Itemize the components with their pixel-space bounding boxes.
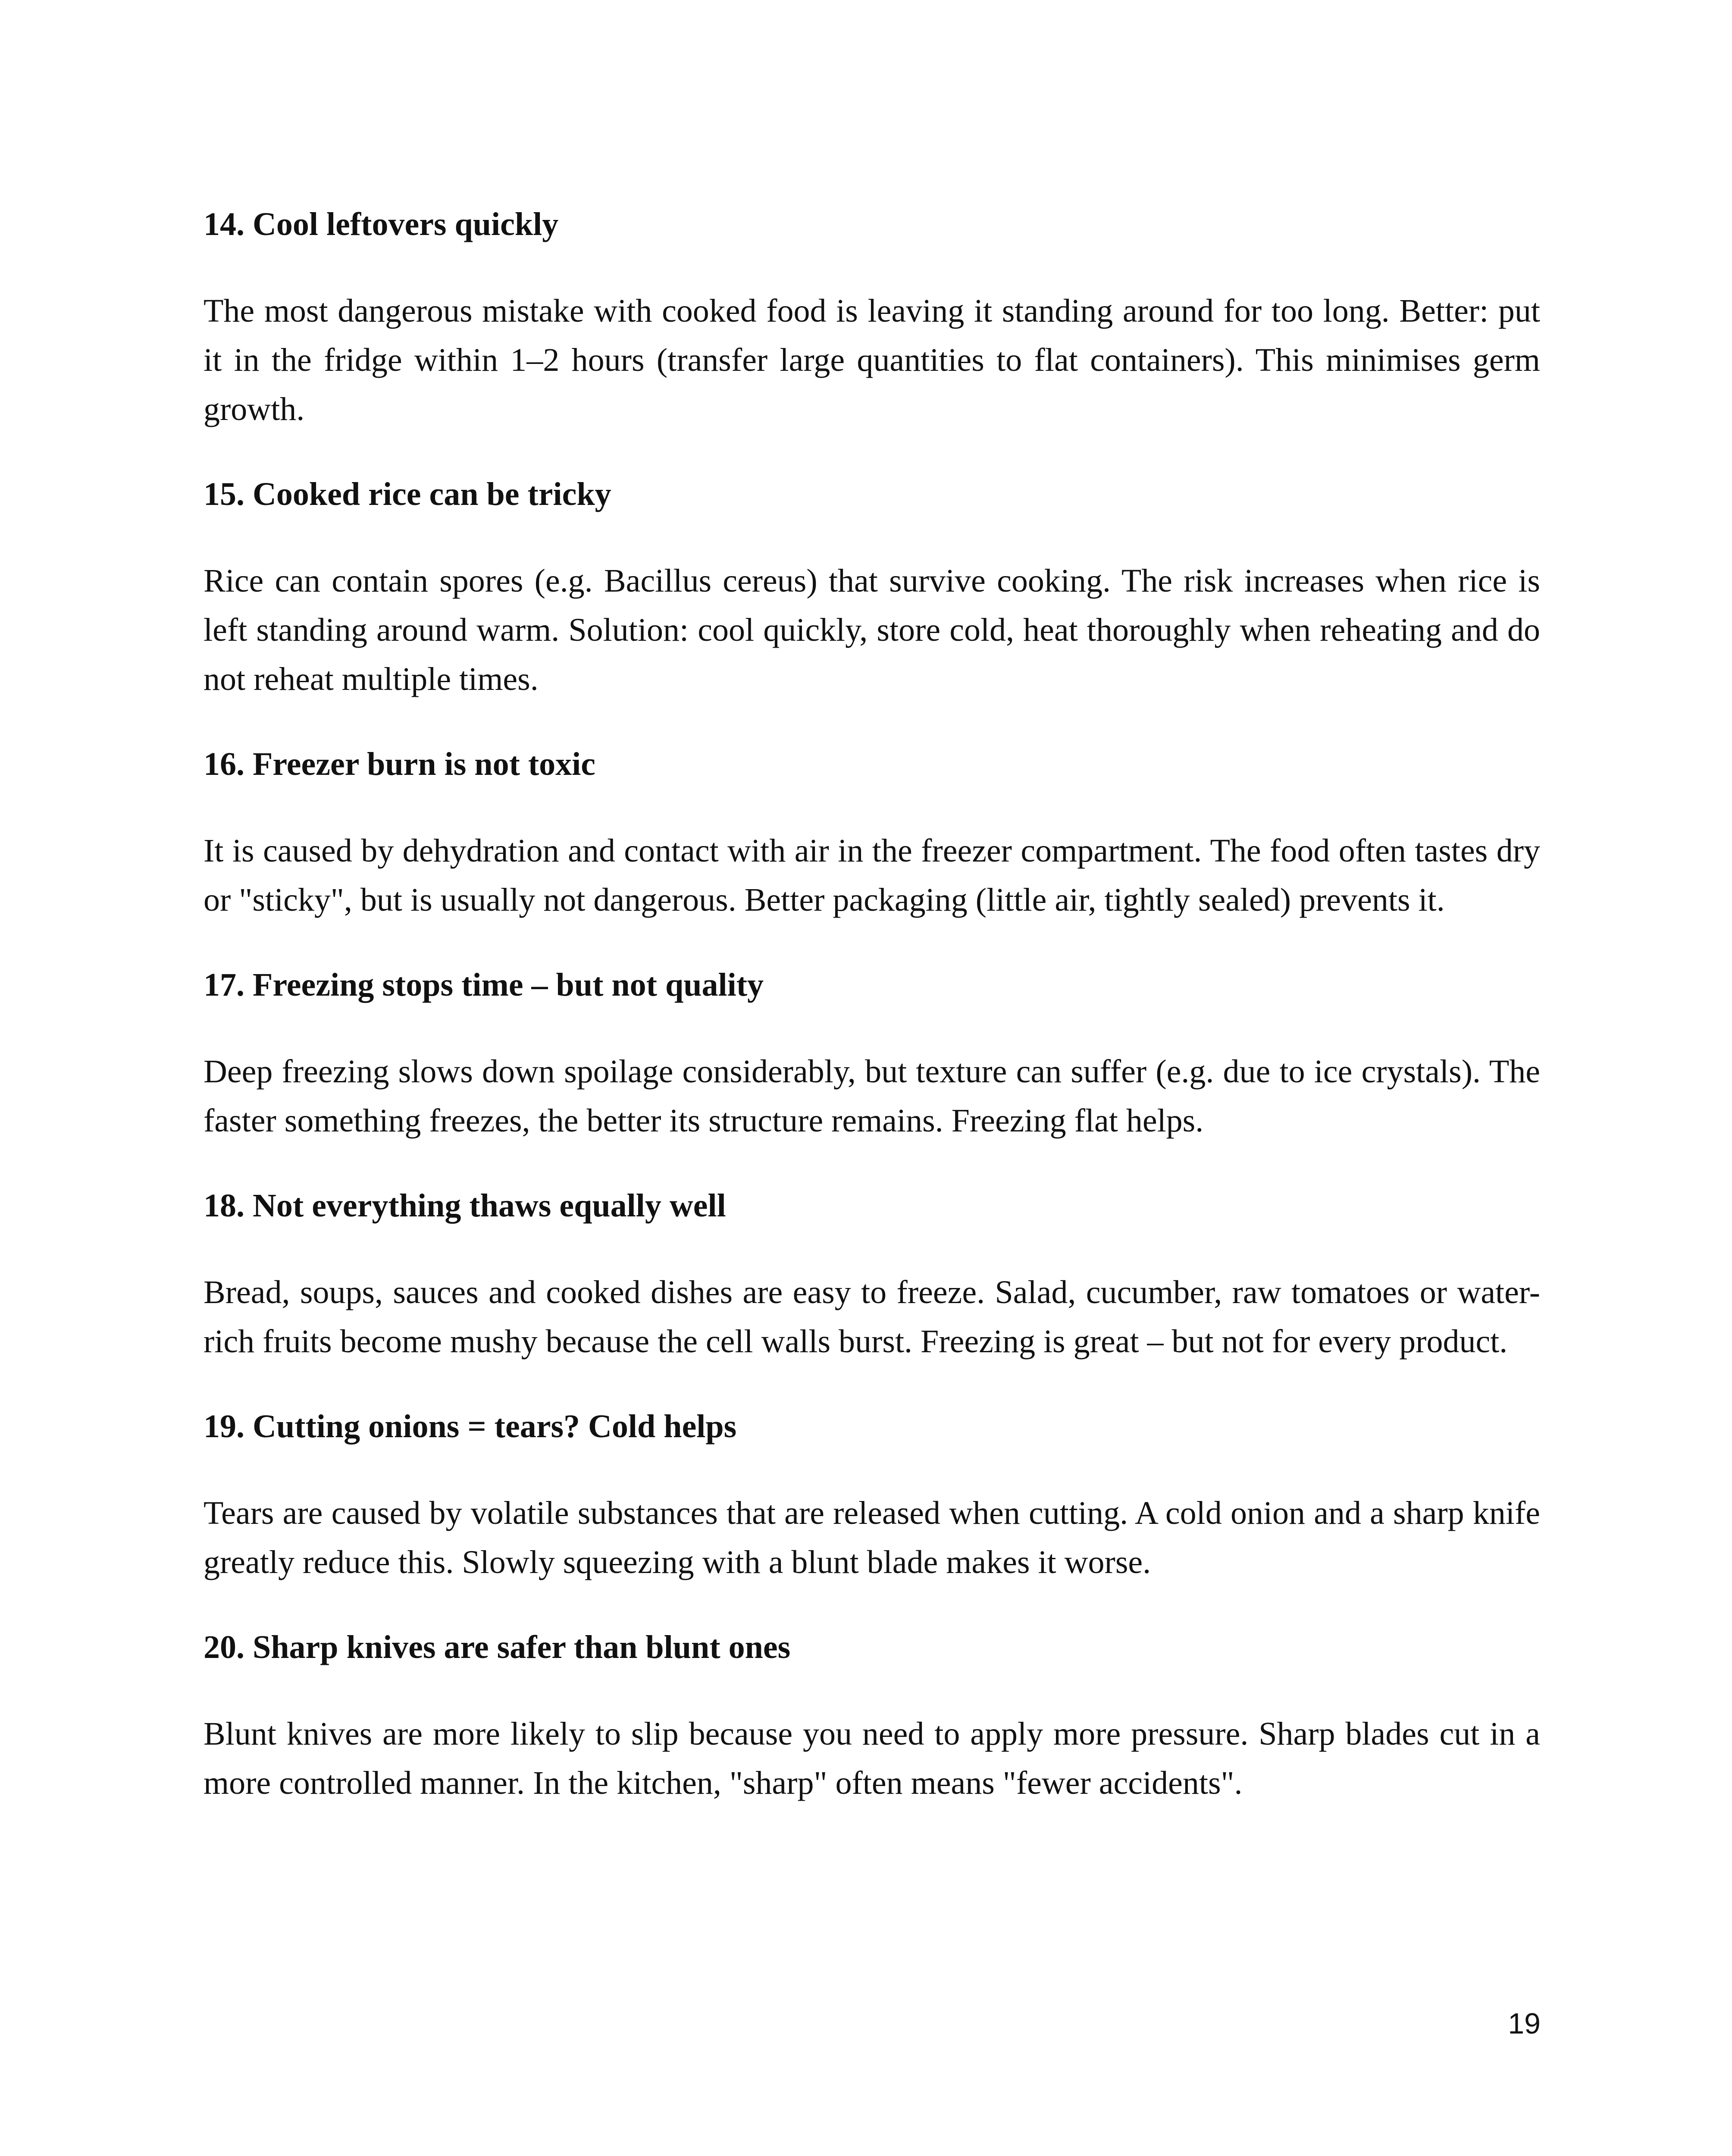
section-paragraph: Bread, soups, sauces and cooked dishes are easy to freeze. Salad, cucumber, raw tomatoes or water-rich fruits become mushy because the cell walls burst. Freezing is great – but not for every product. [204,1274,1540,1360]
page-number: 19 [1508,2007,1541,2040]
document-page [204,203,1540,1846]
section-15 [204,473,1540,704]
section-18 [204,1184,1540,1366]
section-paragraph: It is caused by dehydration and contact with air in the freezer compartment. The food often tastes dry or "sticky", but is usually not dangerous. Better packaging (little air, tightly sealed) prevents it. [204,833,1540,918]
section-paragraph: Blunt knives are more likely to slip because you need to apply more pressure. Sharp blades cut in a more controlled manner. In the kitchen, "sharp" often means "fewer accidents". [204,1716,1540,1801]
section-heading: 18. Not everything thaws equally well [204,1188,726,1224]
section-heading: 17. Freezing stops time – but not quality [204,967,764,1003]
section-paragraph: Tears are caused by volatile substances that are released when cutting. A cold onion and a sharp knife greatly reduce this. Slowly squeezing with a blunt blade makes it worse. [204,1495,1540,1580]
section-heading: 20. Sharp knives are safer than blunt ones [204,1629,791,1665]
section-19 [204,1405,1540,1587]
section-heading: 15. Cooked rice can be tricky [204,476,611,512]
section-20 [204,1626,1540,1808]
section-17 [204,963,1540,1145]
section-heading: 14. Cool leftovers quickly [204,206,559,242]
section-14 [204,203,1540,434]
section-heading: 16. Freezer burn is not toxic [204,746,596,782]
section-paragraph: The most dangerous mistake with cooked food is leaving it standing around for too long. Better: put it in the fridge within 1–2 hours (transfer large quantities to flat containers). This minimises germ growth. [204,293,1540,427]
section-paragraph: Deep freezing slows down spoilage considerably, but texture can suffer (e.g. due to ice crystals). The faster something freezes, the better its structure remains. Freezing flat helps. [204,1053,1540,1139]
section-heading: 19. Cutting onions = tears? Cold helps [204,1408,737,1445]
section-paragraph: Rice can contain spores (e.g. Bacillus cereus) that survive cooking. The risk increases when rice is left standing around warm. Solution: cool quickly, store cold, heat thoroughly when reheating and do not reheat multiple times. [204,563,1540,697]
section-16 [204,743,1540,924]
